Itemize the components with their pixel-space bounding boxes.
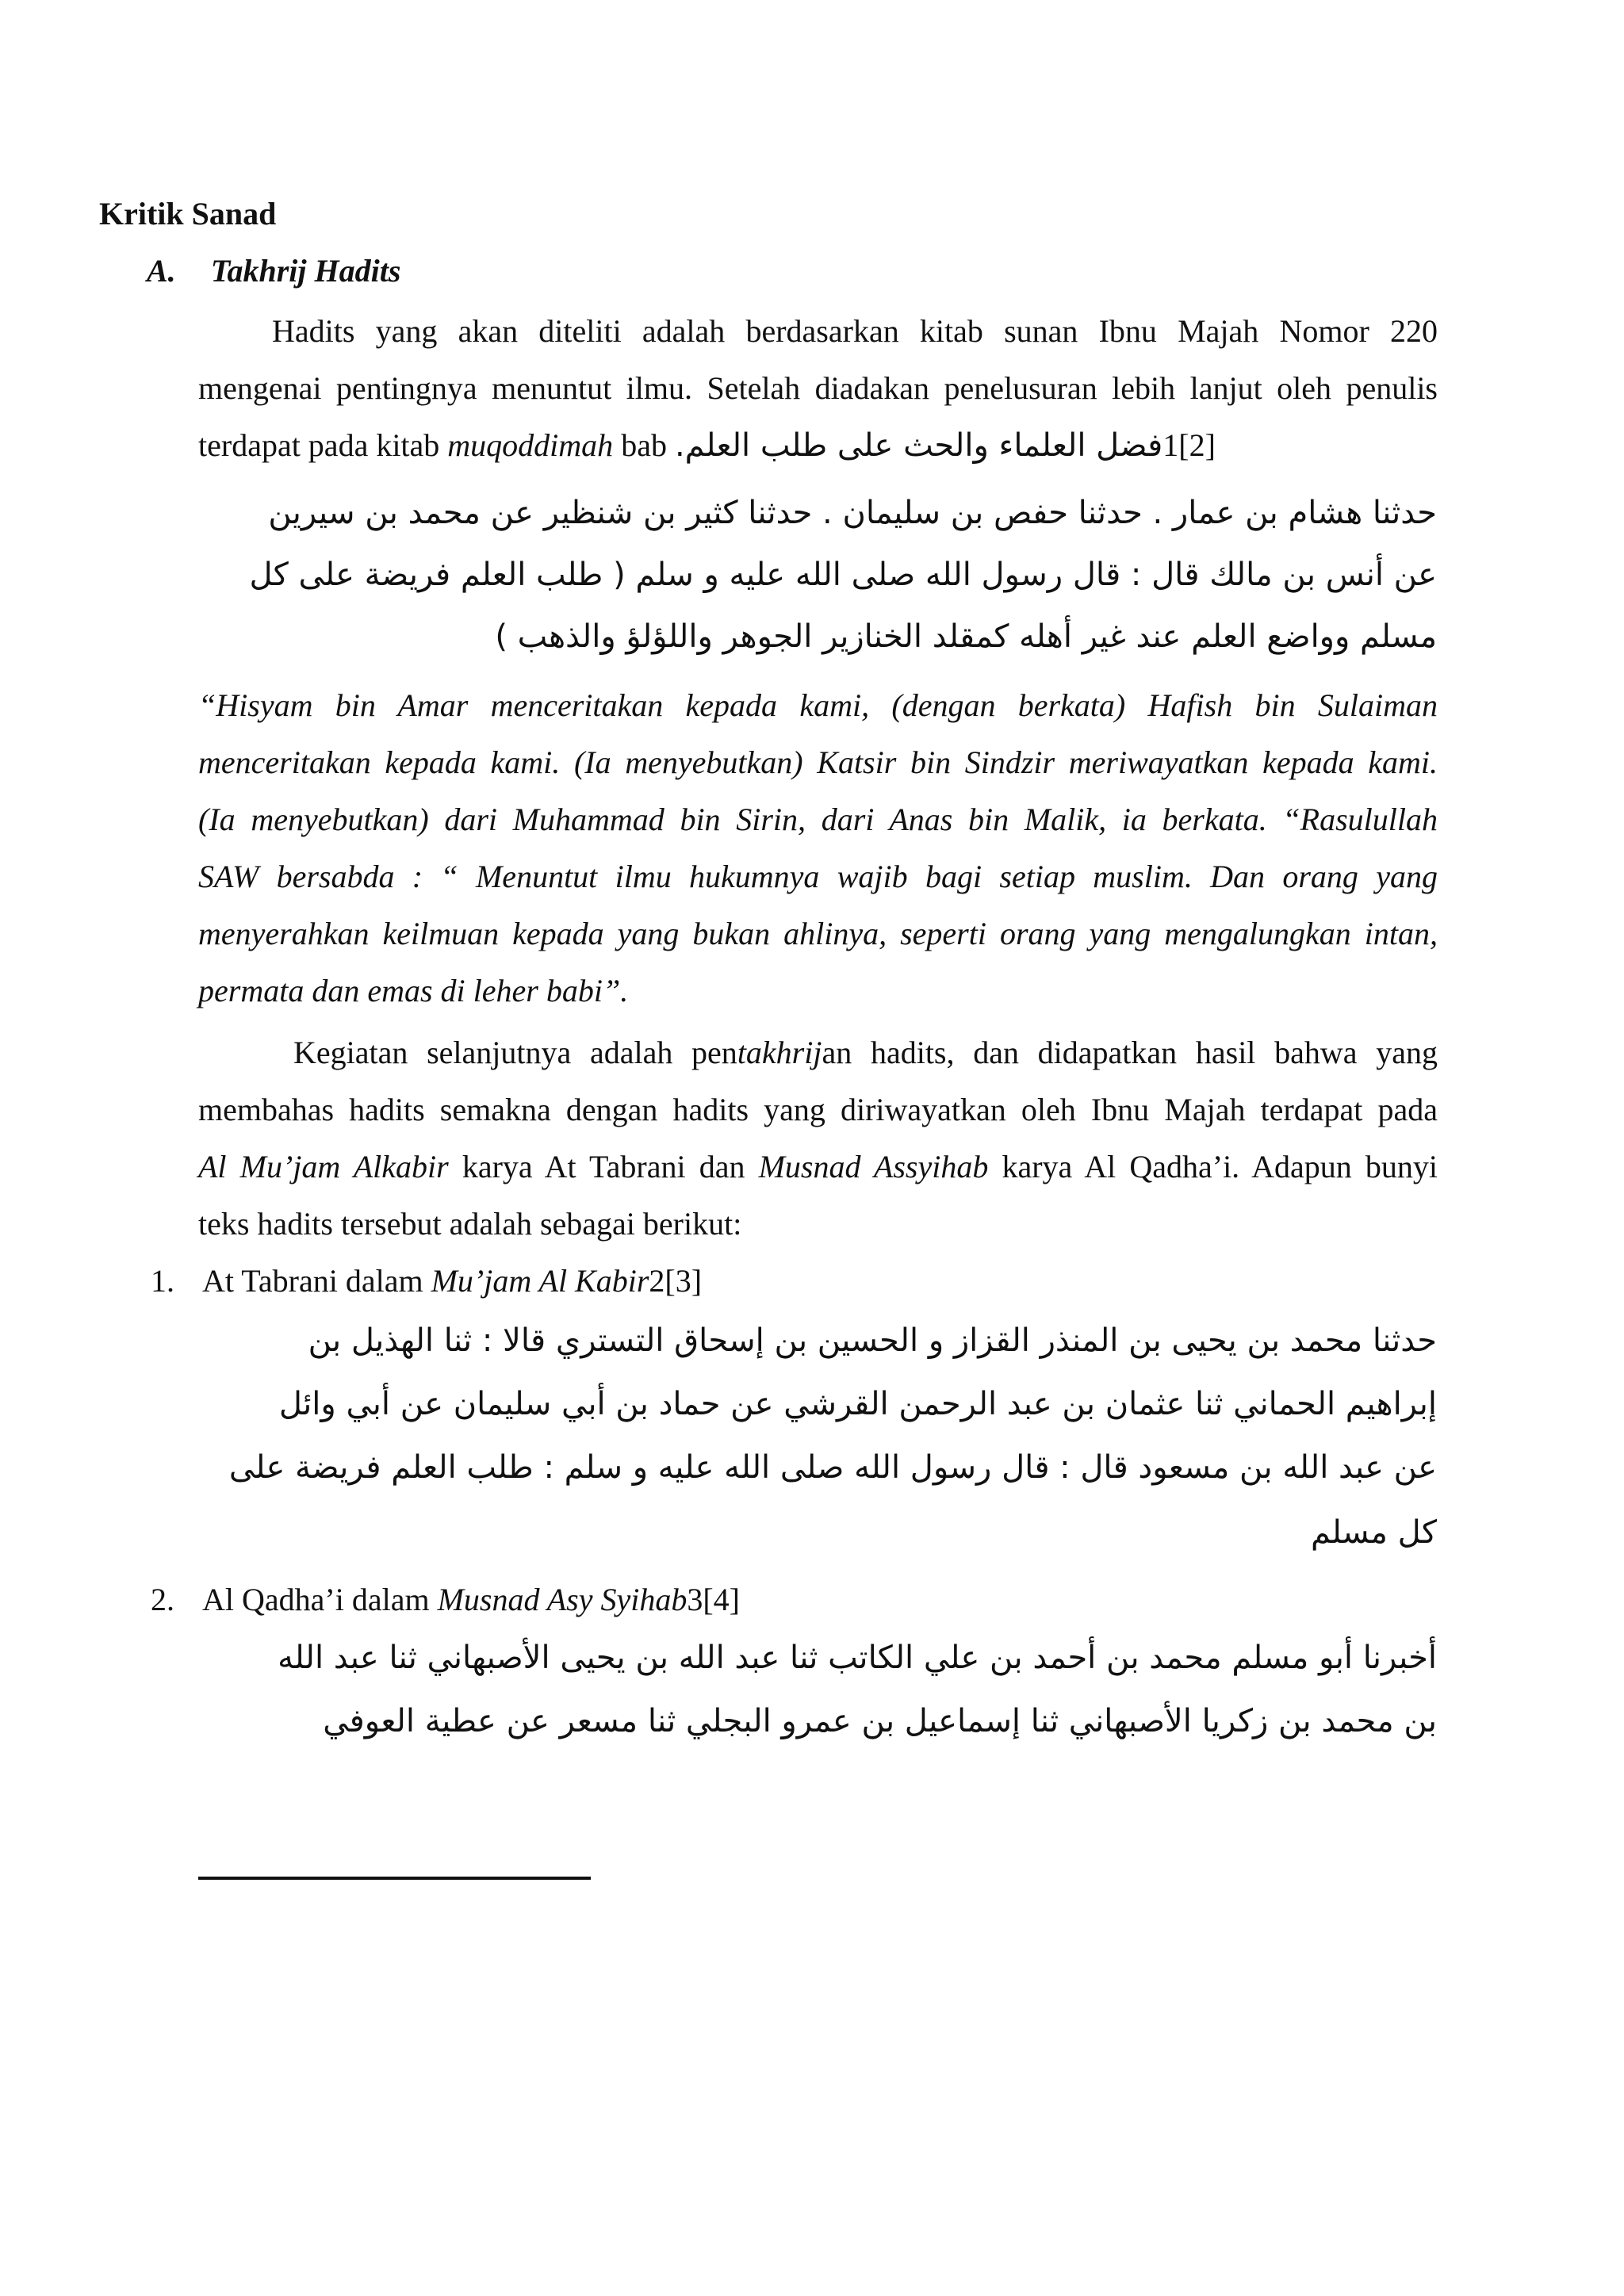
page-heading: Kritik Sanad	[99, 196, 277, 232]
continuation-text: an hadits, dan didapatkan hasil bahwa yang	[822, 1035, 1438, 1070]
list-number-2: 2.	[151, 1582, 174, 1617]
continuation-text: Kegiatan selanjutnya adalah pen	[293, 1035, 737, 1070]
intro-bab: bab	[613, 427, 675, 463]
intro-line-2: mengenai pentingnya menuntut ilmu. Setelah diadakan penelusuran lebih lanjut oleh penulis	[198, 370, 1438, 406]
book-title: Musnad Asy Syihab	[437, 1582, 688, 1617]
book-title: Musnad Assyihab	[758, 1149, 989, 1184]
translation-line-6: permata dan emas di leher babi”.	[198, 973, 629, 1008]
list-item-2-label	[202, 1578, 740, 1622]
section-title: Takhrij Hadits	[210, 253, 401, 289]
translation-line-5: menyerahkan keilmuan kepada yang bukan ahlinya, seperti orang yang mengalungkan intan,	[198, 916, 1438, 951]
book-title: Al Mu’jam Alkabir	[198, 1149, 449, 1184]
footnote-ref-3: 3[4]	[687, 1582, 740, 1617]
hadith-arabic-line-1: حدثنا هشام بن عمار . حدثنا حفص بن سليمان . حدثنا كثير بن شنظير عن محمد بن سيرين	[268, 495, 1437, 531]
kitab-name: muqoddimah	[447, 427, 614, 463]
intro-pre: terdapat pada kitab	[198, 427, 448, 463]
item-1-arabic-line-4: كل مسلم	[1310, 1514, 1437, 1551]
intro-line-1: Hadits yang akan diteliti adalah berdasarkan kitab sunan Ibnu Majah Nomor 220	[272, 313, 1438, 349]
section-label: A.	[147, 253, 176, 289]
bab-arabic: فضل العلماء والحث على طلب العلم.	[674, 427, 1163, 464]
section-heading	[147, 249, 400, 293]
book-title: Mu’jam Al Kabir	[431, 1263, 649, 1299]
list-number-1: 1.	[151, 1263, 174, 1299]
continuation-text: karya At Tabrani dan	[448, 1149, 759, 1184]
continuation-text: karya Al Qadha’i. Adapun bunyi	[988, 1149, 1438, 1184]
term-takhrij: takhrij	[737, 1035, 822, 1070]
intro-line-3	[198, 423, 1216, 468]
item-1-arabic-line-2: إبراهيم الحماني ثنا عثمان بن عبد الرحمن القرشي عن حماد بن أبي سليمان عن أبي وائل	[278, 1386, 1437, 1422]
list-item-1-label	[202, 1259, 702, 1303]
continuation-line-1	[293, 1031, 1438, 1075]
footnote-ref-1: 1[2]	[1162, 427, 1216, 463]
item-1-arabic-line-1: حدثنا محمد بن يحيى بن المنذر القزاز و الحسين بن إسحاق التستري قالا : ثنا الهذيل بن	[308, 1322, 1437, 1359]
continuation-line-2: membahas hadits semakna dengan hadits yang diriwayatkan oleh Ibnu Majah terdapat pada	[198, 1092, 1438, 1127]
continuation-line-3	[198, 1145, 1438, 1189]
list-item-text: Al Qadha’i dalam	[202, 1582, 438, 1617]
translation-line-1: “Hisyam bin Amar menceritakan kepada kami, (dengan berkata) Hafish bin Sulaiman	[198, 687, 1438, 723]
continuation-line-4: teks hadits tersebut adalah sebagai berikut:	[198, 1206, 742, 1242]
list-item-text: At Tabrani dalam	[202, 1263, 431, 1299]
item-2-arabic-line-1: أخبرنا أبو مسلم محمد بن أحمد بن علي الكاتب ثنا عبد الله بن يحيى الأصبهاني ثنا عبد الله	[278, 1640, 1437, 1676]
item-1-arabic-line-3: عن عبد الله بن مسعود قال : قال رسول الله صلى الله عليه و سلم : طلب العلم فريضة على	[228, 1449, 1437, 1486]
hadith-arabic-line-3: مسلم وواضع العلم عند غير أهله كمقلد الخنازير الجوهر واللؤلؤ والذهب )	[495, 618, 1437, 655]
footnote-ref-2: 2[3]	[649, 1263, 703, 1299]
translation-line-4: SAW bersabda : “ Menuntut ilmu hukumnya wajib bagi setiap muslim. Dan orang yang	[198, 859, 1438, 894]
translation-line-2: menceritakan kepada kami. (Ia menyebutkan) Katsir bin Sindzir meriwayatkan kepada kami.	[198, 744, 1438, 780]
footnote-separator	[198, 1877, 591, 1880]
translation-line-3: (Ia menyebutkan) dari Muhammad bin Sirin, dari Anas bin Malik, ia berkata. “Rasulullah	[198, 802, 1438, 837]
item-2-arabic-line-2: بن محمد بن زكريا الأصبهاني ثنا إسماعيل بن عمرو البجلي ثنا مسعر عن عطية العوفي	[323, 1703, 1437, 1739]
hadith-arabic-line-2: عن أنس بن مالك قال : قال رسول الله صلى الله عليه و سلم ( طلب العلم فريضة على كل	[249, 557, 1437, 593]
